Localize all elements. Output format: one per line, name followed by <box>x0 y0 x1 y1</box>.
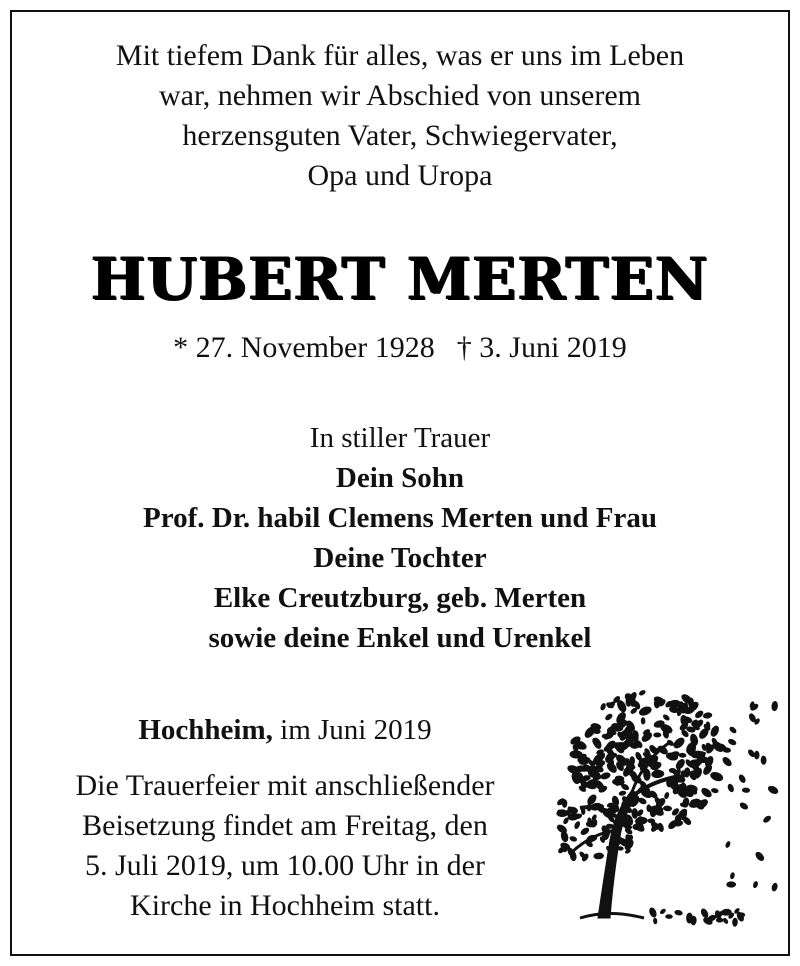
service-line: Beisetzung findet am Freitag, den <box>82 809 488 842</box>
mourners-block <box>0 418 800 658</box>
intro-line: Mit tiefem Dank für alles, was er uns im Leben <box>115 39 685 72</box>
death-date: † 3. Juni 2019 <box>456 331 627 364</box>
deceased-name: HUBERT MERTEN <box>90 245 710 313</box>
service-line: Die Trauerfeier mit anschließender <box>75 769 495 802</box>
mourning-heading: In stiller Trauer <box>309 422 491 454</box>
intro-line: herzensguten Vater, Schwiegervater, <box>182 119 618 152</box>
place-town: Hochheim, <box>138 714 273 746</box>
place-and-date <box>0 710 570 750</box>
birth-date: * 27. November 1928 <box>173 331 435 364</box>
service-line: 5. Juli 2019, um 10.00 Uhr in der <box>85 849 485 882</box>
funeral-service-info <box>0 766 570 926</box>
windblown-tree-icon <box>540 660 780 940</box>
life-dates <box>0 328 800 368</box>
service-line: Kirche in Hochheim statt. <box>130 889 440 922</box>
mourner-line: Elke Creutzburg, geb. Merten <box>213 582 587 614</box>
intro-line: Opa und Uropa <box>307 159 493 192</box>
intro-line: war, nehmen wir Abschied von unserem <box>158 79 641 112</box>
mourner-line: Prof. Dr. habil Clemens Merten und Frau <box>143 502 657 534</box>
mourner-line: Deine Tochter <box>313 542 487 574</box>
mourner-line: Dein Sohn <box>335 462 465 494</box>
intro-text <box>0 36 800 196</box>
mourner-line: sowie deine Enkel und Urenkel <box>208 622 592 654</box>
place-date: im Juni 2019 <box>272 714 432 746</box>
